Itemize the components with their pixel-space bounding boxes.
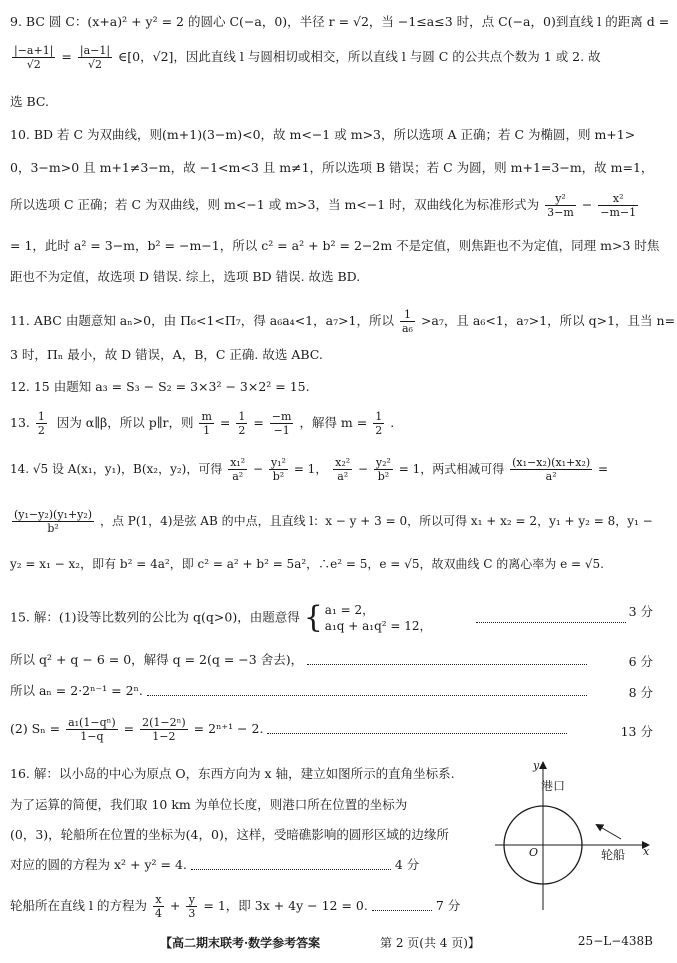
fraction: $\frac{\text{y₂²}}{\text{b²}}$ — [375, 456, 391, 483]
q11-line2: 3 时，Πₙ 最小，故 D 错误，A，B，C 正确. 故选 ABC. — [10, 347, 323, 362]
footer-title: 【高二期末联考·数学参考答案 — [160, 936, 321, 950]
q12-line1: 12. 15 由题知 a₃ = S₃ − S₂ = 3×3² − 3×2² = 15. — [10, 379, 310, 394]
score-3: 3 分 — [628, 604, 653, 619]
port-label: 港口 — [541, 779, 566, 793]
fraction: $\frac{\text{2(1−2ⁿ)}}{1-2}$ — [142, 716, 186, 743]
fraction: $\frac{|-a+1|}{√2}$ — [14, 44, 54, 71]
fraction: $\frac{m}{1}$ — [201, 410, 212, 437]
fraction: $\frac{1}{\text{a₆}}$ — [402, 308, 413, 335]
q15-line4: (2) Sₙ = $\frac{\text{a₁(1−qⁿ)}}{1-q}$ = $\frac{\text{2(1−2ⁿ)}}{1-2}$ = 2ⁿ⁺¹ − 2. — [10, 716, 567, 743]
fraction: $\frac{1}{2}$ — [238, 410, 246, 437]
y-axis-label: y — [533, 759, 540, 772]
q9-line1: 9. BC 圆 C：(x+a)² + y² = 2 的圆心 C(−a，0)，半径 r = √2，当 −1≤a≤3 时，点 C(−a，0)到直线 l 的距离 d = — [10, 14, 670, 29]
fraction: $\frac{\text{y²}}{3-m}$ — [547, 192, 574, 219]
fraction: $\frac{\text{x₂²}}{\text{a²}}$ — [335, 456, 351, 483]
fraction: $\frac{\text{x₁²}}{\text{a²}}$ — [230, 456, 246, 483]
brace-icon: { — [303, 600, 323, 635]
q9-line2: $\frac{|-a+1|}{√2}$ = $\frac{|a-1|}{√2}$ ∈[0，√2]，因此直线 l 与圆相切或相交，所以直线 l 与圆 C 的公共点个数为 1 或 2. 故 — [14, 44, 601, 71]
q10-line3: 所以选项 C 正确；若 C 为双曲线，则 m<−1 或 m>3，当 m<−1 时，双曲线化为标准形式为 $\frac{\text{y²}}{3-m}$ − $\frac{\text{x²}}{-m-1}$ — [10, 192, 637, 219]
leader-dots — [476, 614, 626, 623]
fraction: $\frac{\text{x²}}{-m-1}$ — [600, 192, 637, 219]
x-axis-label: x — [643, 845, 650, 858]
q10-line1: 10. BD 若 C 为双曲线，则(m+1)(3−m)<0，故 m<−1 或 m>3，所以选项 A 正确；若 C 为椭圆，则 m+1> — [10, 127, 636, 142]
q14-line2: $\frac{\text{(y₁−y₂)(y₁+y₂)}}{\text{b²}}$ ，点 P(1，4)是弦 AB 的中点，且直线 l：x − y + 3 = 0，所以可得 x₁ + x₂ = 2，y₁ + y₂ = 8，y₁ − — [14, 508, 653, 535]
footer-page: 第 2 页(共 4 页)】 — [380, 936, 480, 950]
leader-dots — [191, 861, 391, 870]
q10-line5: 距也不为定值，故选项 D 错误. 综上，选项 BD 错误. 故选 BD. — [10, 269, 361, 284]
q13-line1: 13. $\frac{1}{2}$ 因为 α∥β，所以 p∥r，则 $\frac{m}{1}$ = $\frac{1}{2}$ = $\frac{-m}{-1}$ ，解得 m = $\frac{1}{2}$ . — [10, 410, 395, 437]
leader-dots — [267, 725, 567, 734]
leader-dots — [147, 687, 587, 696]
score-8: 8 分 — [628, 685, 653, 700]
fraction: $\frac{|a-1|}{√2}$ — [79, 44, 111, 71]
fraction: $\frac{\text{a₁(1−qⁿ)}}{1-q}$ — [68, 716, 116, 743]
ship-arrow — [597, 825, 621, 839]
fraction: $\frac{x}{4}$ — [154, 893, 162, 920]
leader-dots — [372, 902, 432, 911]
q10-line4: = 1，此时 a² = 3−m，b² = −m−1，所以 c² = a² + b² = 2−2m 不是定值，则焦距也不为定值，同理 m>3 时焦 — [10, 238, 660, 253]
footer-code: 25−L−438B — [577, 934, 653, 948]
q15-line3: 所以 aₙ = 2·2ⁿ⁻¹ = 2ⁿ. — [10, 683, 587, 699]
q10-line2: 0，3−m>0 且 m+1≠3−m，故 −1<m<3 且 m≠1，所以选项 B 错误；若 C 为圆，则 m+1=3−m，故 m=1， — [10, 160, 654, 175]
q11-line1: 11. ABC 由题意知 aₙ>0，由 Π₆<1<Π₇，得 a₆a₄<1，a₇>1，所以 $\frac{1}{\text{a₆}}$ >a₇，且 a₆<1，a₇>1，所以 q>1，且当 n= — [10, 308, 676, 335]
fraction: $\frac{\text{(x₁−x₂)(x₁+x₂)}}{\text{a²}}$ — [512, 456, 591, 483]
fraction: $\frac{\text{y₁²}}{\text{b²}}$ — [270, 456, 286, 483]
q16-line1: 16. 解：以小岛的中心为原点 O，东西方向为 x 轴，建立如图所示的直角坐标系. — [10, 766, 455, 781]
score-13: 13 分 — [620, 724, 653, 739]
fraction: $\frac{1}{2}$ — [37, 410, 45, 437]
q15-line2: 所以 q² + q − 6 = 0，解得 q = 2(q = −3 舍去)， — [10, 652, 587, 668]
fraction: $\frac{y}{3}$ — [188, 893, 196, 920]
q9-line3: 选 BC. — [10, 94, 49, 109]
page-footer — [0, 934, 677, 954]
q16-line4: 对应的圆的方程为 x² + y² = 4. 4 分 — [10, 857, 420, 872]
score-6: 6 分 — [628, 654, 653, 669]
q14-line3: y₂ = x₁ − x₂，即有 b² = 4a²，即 c² = a² + b² = 5a²，∴e² = 5，e = √5，故双曲线 C 的离心率为 e = √5. — [10, 557, 604, 571]
q14-line1: 14. √5 设 A(x₁，y₁)，B(x₂，y₂)，可得 $\frac{\text{x₁²}}{\text{a²}}$ − $\frac{\text{y₁²}}{\text{b²}}$ = 1， $\frac{\text{x₂²}}{\text{a²}}$ − $\frac{\text{y₂²}}{\text{b²}}$ = 1，两式相减可得 $\frac{\text{(x₁−x₂)(x₁+x₂)}}{\text{a²}}$ = — [10, 456, 609, 483]
leader-dots — [307, 656, 587, 665]
q15-line1: 15. 解：(1)设等比数列的公比为 q(q>0)，由题意得 { a₁ = 2， a₁q + a₁q² = 12， — [10, 602, 626, 634]
q16-line5: 轮船所在直线 l 的方程为 $\frac{x}{4}$ + $\frac{y}{3}$ = 1，即 3x + 4y − 12 = 0. 7 分 — [10, 893, 461, 920]
fraction: $\frac{-m}{-1}$ — [271, 410, 292, 437]
fraction: $\frac{\text{(y₁−y₂)(y₁+y₂)}}{\text{b²}}$ — [14, 508, 93, 535]
equation-system: a₁ = 2， a₁q + a₁q² = 12， — [324, 603, 432, 633]
q16-line3: (0，3)，轮船所在位置的坐标为(4，0)，这样，受暗礁影响的圆形区域的边缘所 — [10, 827, 449, 842]
q16-line2: 为了运算的简便，我们取 10 km 为单位长度，则港口所在位置的坐标为 — [10, 797, 408, 812]
origin-label: O — [529, 846, 539, 859]
coordinate-figure — [493, 755, 653, 915]
ship-label: 轮船 — [601, 848, 626, 862]
fraction: $\frac{1}{2}$ — [375, 410, 383, 437]
